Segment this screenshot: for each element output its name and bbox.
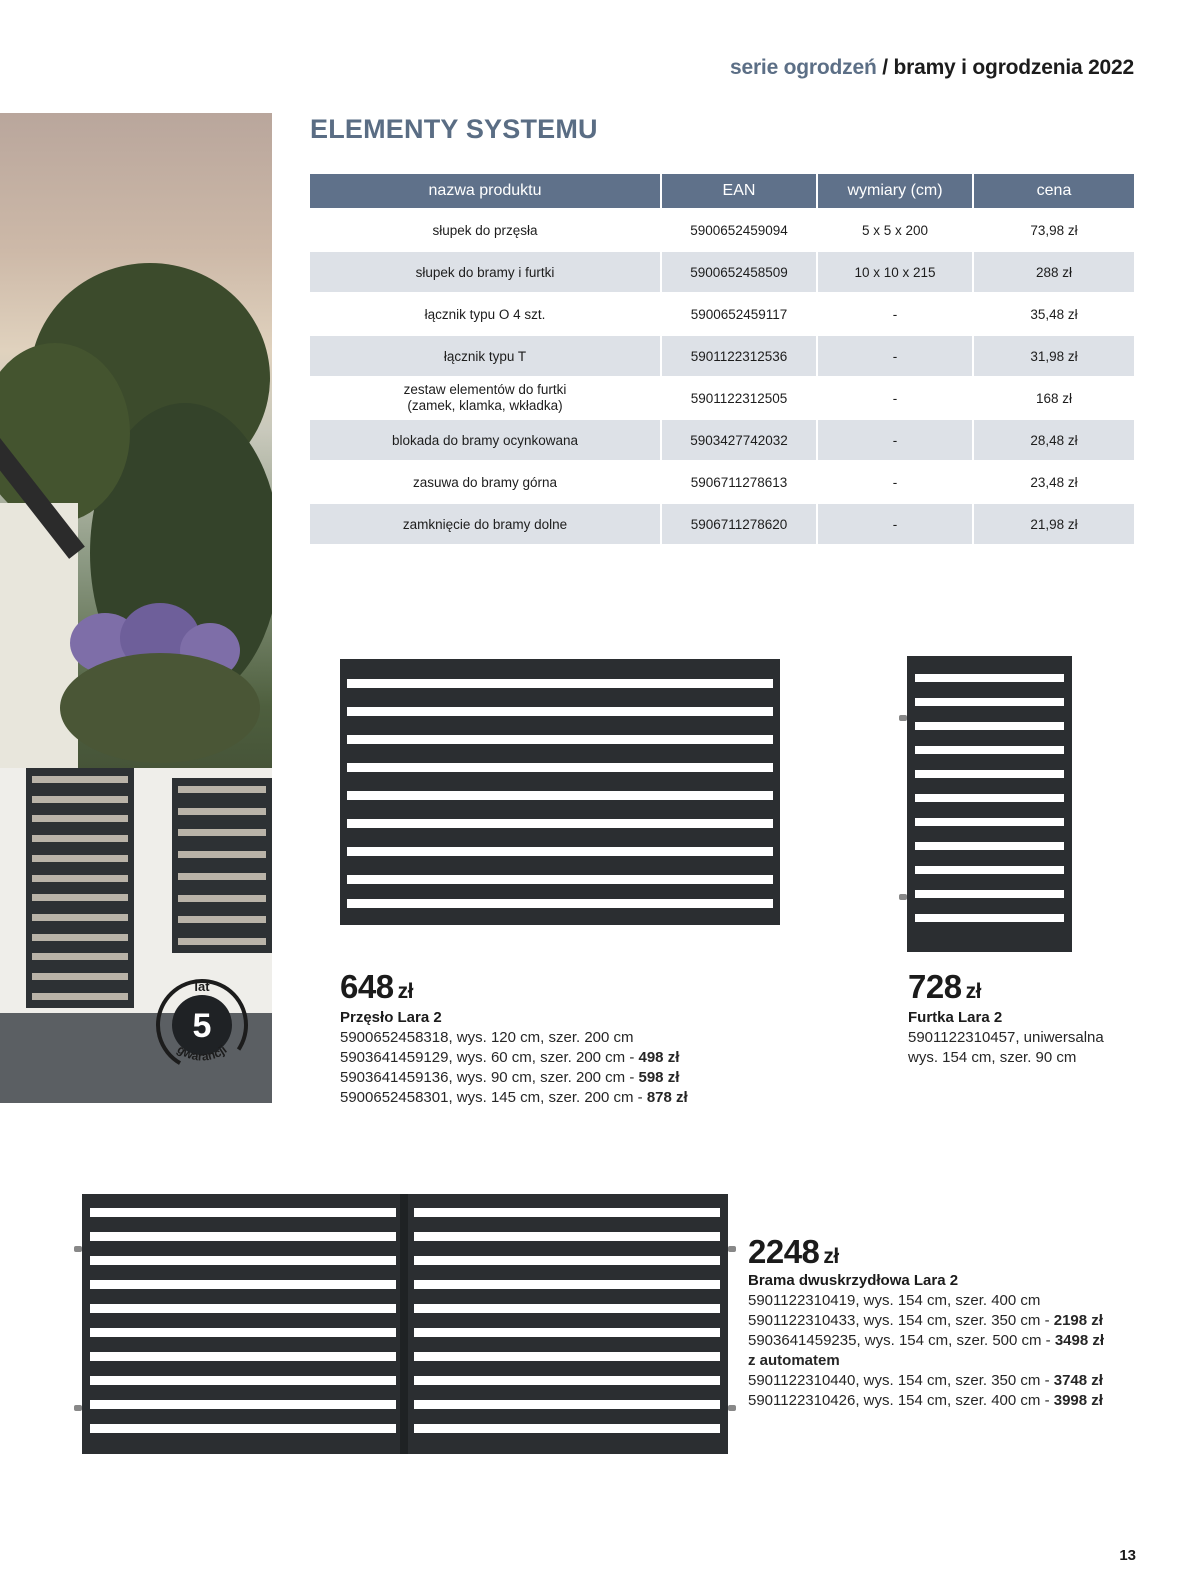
cell-ean: 5903427742032	[662, 420, 816, 460]
cell-name: słupek do przęsła	[310, 210, 660, 250]
warranty-badge	[152, 975, 252, 1075]
list-item: 5903641459136, wys. 90 cm, szer. 200 cm - 598 zł	[340, 1069, 680, 1086]
hinge-icon	[899, 894, 907, 900]
header-separator: /	[882, 56, 888, 79]
table-row	[310, 420, 1134, 460]
table-header-row	[310, 174, 1134, 208]
cell-ean: 5906711278613	[662, 462, 816, 502]
table-row	[310, 378, 1134, 418]
price-value: 2248	[748, 1233, 820, 1270]
cell-price: 21,98 zł	[974, 504, 1134, 544]
header-dimensions: wymiary (cm)	[818, 174, 972, 208]
page-header	[730, 56, 1134, 80]
category-label: bramy i ogrodzenia 2022	[893, 56, 1134, 79]
badge-top-text: lat	[194, 979, 210, 994]
list-item: 5900652458301, wys. 145 cm, szer. 200 cm - 878 zł	[340, 1089, 688, 1106]
cell-name	[310, 378, 660, 418]
list-item: 5901122310433, wys. 154 cm, szer. 350 cm - 2198 zł	[748, 1312, 1103, 1329]
cell-price: 23,48 zł	[974, 462, 1134, 502]
cell-ean: 5900652459094	[662, 210, 816, 250]
cell-name: zasuwa do bramy górna	[310, 462, 660, 502]
fence-panel-variants	[340, 1028, 688, 1108]
cell-dimensions: 10 x 10 x 215	[818, 252, 972, 292]
header-price: cena	[974, 174, 1134, 208]
cell-name: blokada do bramy ocynkowana	[310, 420, 660, 460]
list-item: wys. 154 cm, szer. 90 cm	[908, 1049, 1077, 1066]
warranty-badge-icon	[152, 975, 252, 1075]
cell-dimensions: 5 x 5 x 200	[818, 210, 972, 250]
hinge-icon	[728, 1246, 736, 1252]
list-item: 5901122310457, uniwersalna	[908, 1029, 1104, 1046]
table-row	[310, 252, 1134, 292]
header-product-name: nazwa produktu	[310, 174, 660, 208]
cell-price: 288 zł	[974, 252, 1134, 292]
cell-price: 168 zł	[974, 378, 1134, 418]
cell-dimensions: -	[818, 336, 972, 376]
double-gate-price	[748, 1233, 839, 1271]
cell-dimensions: -	[818, 378, 972, 418]
list-item: 5900652458318, wys. 120 cm, szer. 200 cm	[340, 1029, 634, 1046]
fence-photo	[0, 113, 272, 1103]
cell-ean: 5901122312536	[662, 336, 816, 376]
list-item: 5903641459235, wys. 154 cm, szer. 500 cm - 3498 zł	[748, 1332, 1105, 1349]
hinge-icon	[74, 1246, 82, 1252]
fence-panel-price	[340, 968, 413, 1006]
cell-ean: 5900652458509	[662, 252, 816, 292]
series-label: serie ogrodzeń	[730, 56, 877, 79]
cell-name-line1: zestaw elementów do furtki	[403, 382, 567, 397]
cell-ean: 5901122312505	[662, 378, 816, 418]
table-row	[310, 504, 1134, 544]
automation-label: z automatem	[748, 1352, 840, 1369]
wicket-gate-name: Furtka Lara 2	[908, 1009, 1003, 1026]
badge-bottom-text: gwarancji	[174, 1042, 230, 1064]
hinge-icon	[899, 715, 907, 721]
cell-price: 28,48 zł	[974, 420, 1134, 460]
cell-price: 31,98 zł	[974, 336, 1134, 376]
page-number: 13	[1119, 1547, 1136, 1564]
cell-name: łącznik typu O 4 szt.	[310, 294, 660, 334]
wicket-gate-details	[908, 1028, 1104, 1068]
price-currency: zł	[823, 1245, 839, 1268]
table-row	[310, 294, 1134, 334]
cell-name: zamknięcie do bramy dolne	[310, 504, 660, 544]
cell-name: słupek do bramy i furtki	[310, 252, 660, 292]
table-row	[310, 336, 1134, 376]
hinge-icon	[74, 1405, 82, 1411]
price-currency: zł	[965, 980, 981, 1003]
table-row	[310, 210, 1134, 250]
table-row	[310, 462, 1134, 502]
list-item: 5901122310440, wys. 154 cm, szer. 350 cm - 3748 zł	[748, 1372, 1103, 1389]
price-value: 728	[908, 968, 962, 1005]
hinge-icon	[728, 1405, 736, 1411]
cell-ean: 5906711278620	[662, 504, 816, 544]
cell-dimensions: -	[818, 294, 972, 334]
system-elements-table	[308, 172, 1136, 546]
double-gate-variants	[748, 1291, 1104, 1411]
cell-price: 73,98 zł	[974, 210, 1134, 250]
price-currency: zł	[397, 980, 413, 1003]
fence-panel-image	[340, 659, 780, 925]
list-item: 5901122310419, wys. 154 cm, szer. 400 cm	[748, 1292, 1041, 1309]
fence-panel-name: Przęsło Lara 2	[340, 1009, 442, 1026]
cell-name-line2: (zamek, klamka, wkładka)	[407, 398, 563, 413]
double-gate-name: Brama dwuskrzydłowa Lara 2	[748, 1272, 959, 1289]
wicket-gate-image	[907, 656, 1072, 952]
cell-dimensions: -	[818, 462, 972, 502]
double-gate-image	[82, 1194, 728, 1454]
wicket-gate-price	[908, 968, 981, 1006]
list-item: 5903641459129, wys. 60 cm, szer. 200 cm - 498 zł	[340, 1049, 680, 1066]
cell-dimensions: -	[818, 504, 972, 544]
cell-dimensions: -	[818, 420, 972, 460]
cell-ean: 5900652459117	[662, 294, 816, 334]
section-title: ELEMENTY SYSTEMU	[310, 114, 598, 144]
header-ean: EAN	[662, 174, 816, 208]
list-item: 5901122310426, wys. 154 cm, szer. 400 cm - 3998 zł	[748, 1392, 1103, 1409]
cell-price: 35,48 zł	[974, 294, 1134, 334]
badge-number: 5	[192, 1007, 212, 1045]
cell-name: łącznik typu T	[310, 336, 660, 376]
price-value: 648	[340, 968, 394, 1005]
